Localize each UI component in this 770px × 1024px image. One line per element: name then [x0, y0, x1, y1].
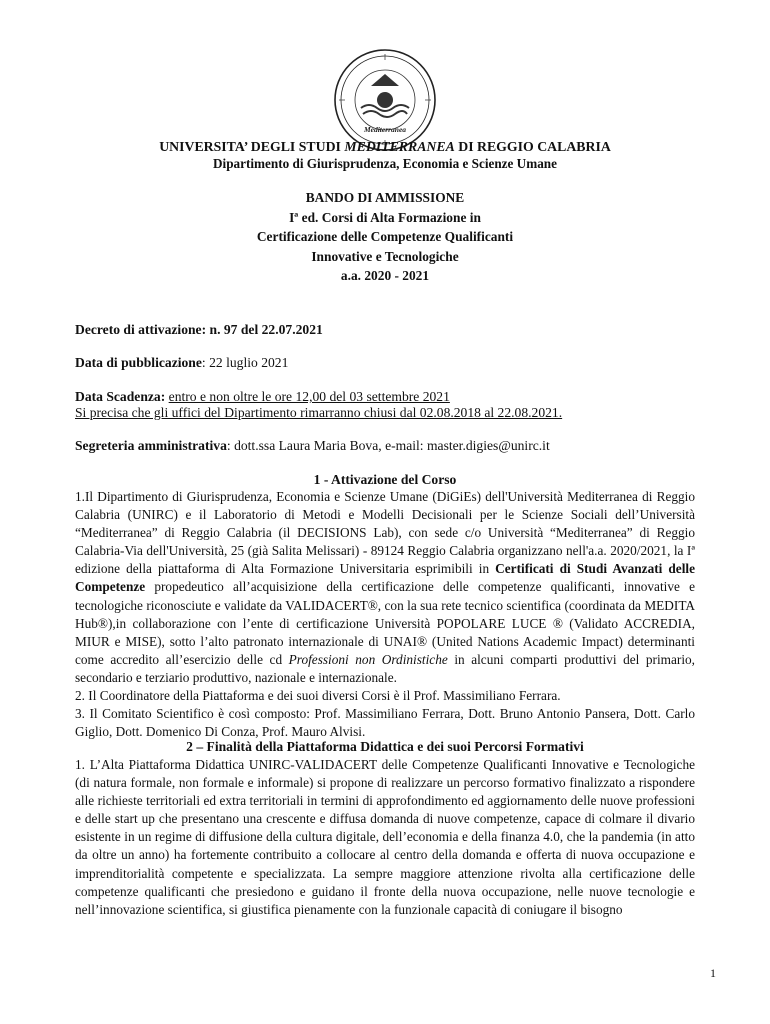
- section-1-paragraph-2: 2. Il Coordinatore della Piattaforma e dei suoi diversi Corsi è il Prof. Massimiliano Ferrara.: [75, 688, 561, 704]
- bando-line4: Innovative e Tecnologiche: [311, 248, 459, 264]
- section-2-title: 2 – Finalità della Piattaforma Didattica e dei suoi Percorsi Formativi: [186, 739, 584, 754]
- section-1-paragraph-3: 3. Il Comitato Scientifico è così composto: Prof. Massimiliano Ferrara, Dott. Bruno Antonio Pansera, Dott. Carlo Giglio, Dott. Domenico Di Conza, Prof. Mauro Alvisi.: [75, 706, 695, 740]
- section-1-title: 1 - Attivazione del Corso: [313, 472, 457, 487]
- department-name: Dipartimento di Giurisprudenza, Economia e Scienze Umane: [213, 156, 557, 171]
- bando-edition: Iª ed. Corsi di Alta Formazione in: [289, 209, 481, 225]
- deadline-note: Si precisa che gli uffici del Dipartimento rimarranno chiusi dal 02.08.2018 al 22.08.2021.: [75, 405, 563, 420]
- section-1-paragraph-1: 1.Il Dipartimento di Giurisprudenza, Economia e Scienze Umane (DiGiEs) dell'Università Mediterranea di Reggio Calabria (UNIRC) e il Laboratorio di Metodi e Modelli Decisionali per le Scienze Sociali dell’Università “Mediterranea” di Reggio Calabria (il DECISIONS Lab), con sede c/o Università “Mediterranea” di Reggio Calabria-Via dell'Università, 25 (già Salita Melissari) - 89124 Reggio Calabria organizzano nell'a.a. 2020/2021, la Iª edizione della piattaforma di Alta Formazione Universitaria esprimibili in Certificati di Studi Avanzati delle Competenze propedeutico all’acquisizione della certificazione delle competenze qualificanti, innovative e tecnologiche riconosciute e validate da VALIDACERT®, con la sua rete tecnico scientifica (coordinata da MEDITA Hub®),in collaborazione con l’ente di certificazione Università POPOLARE LUCE ® (Validato ACCREDIA, MIUR e MISE), sotto l’alto patronato internazionale di UNAI® (United Nations Academic Impact) determinanti come accredito all’esercizio delle cd Professioni non Ordinistiche in alcuni comparti produttivi del primario, secondario e terziario produttivo, nazionale e internazionale.: [75, 489, 695, 685]
- university-name: UNIVERSITA’ DEGLI STUDI MEDITERRANEA DI REGGIO CALABRIA: [159, 139, 611, 154]
- university-logo: [331, 46, 439, 154]
- decreto-line: Decreto di attivazione: n. 97 del 22.07.2021: [75, 322, 323, 337]
- section-1-body: [75, 488, 695, 741]
- bando-line3: Certificazione delle Competenze Qualificanti: [256, 229, 514, 245]
- publication-date: Data di pubblicazione: 22 luglio 2021: [75, 355, 289, 370]
- bando-academic-year: a.a. 2020 - 2021: [340, 268, 430, 284]
- bando-title-block: [0, 188, 770, 286]
- deadline: Data Scadenza: entro e non oltre le ore 12,00 del 03 settembre 2021: [75, 389, 450, 404]
- section-2-paragraph-1: 1. L’Alta Piattaforma Didattica UNIRC-VALIDACERT delle Competenze Qualificanti Innovative e Tecnologiche (di natura formale, non formale e informale) si propone di realizzare un percorso formativo finalizzato a rispondere alle richieste territoriali ed extra territoriali in termini di approfondimento ed aggiornamento delle nuove professioni e delle start up che presentano una crescente e diffusa domanda di nuove competenze, capace di colmare il divario esistente in un regime di diffusione della cultura digitale, dell’economia e della finanza 4.0, che la pandemia (in atto da oltre un anno) ha fortemente contribuito a collocare al centro della domanda e offerta di nuova occupazione e imprenditorialità competente e specializzata. La sempre maggiore attenzione rivolta alla certificazione delle competenze qualificanti che presiedono e guidano il fronte della nuova occupazione, nelle nuove tecnologie e nell’innovazione scientifica, si giustifica pienamente con la funzionale capacità di coniugare il bisogno: [75, 757, 695, 917]
- bando-title: BANDO DI AMMISSIONE: [305, 190, 465, 205]
- svg-text:Mediterranea: Mediterranea: [363, 125, 407, 134]
- page-number: 1: [710, 966, 716, 980]
- section-2-body: [75, 756, 695, 919]
- secretariat-line: Segreteria amministrativa: dott.ssa Laura Maria Bova, e-mail: master.digies@unirc.it: [75, 438, 550, 453]
